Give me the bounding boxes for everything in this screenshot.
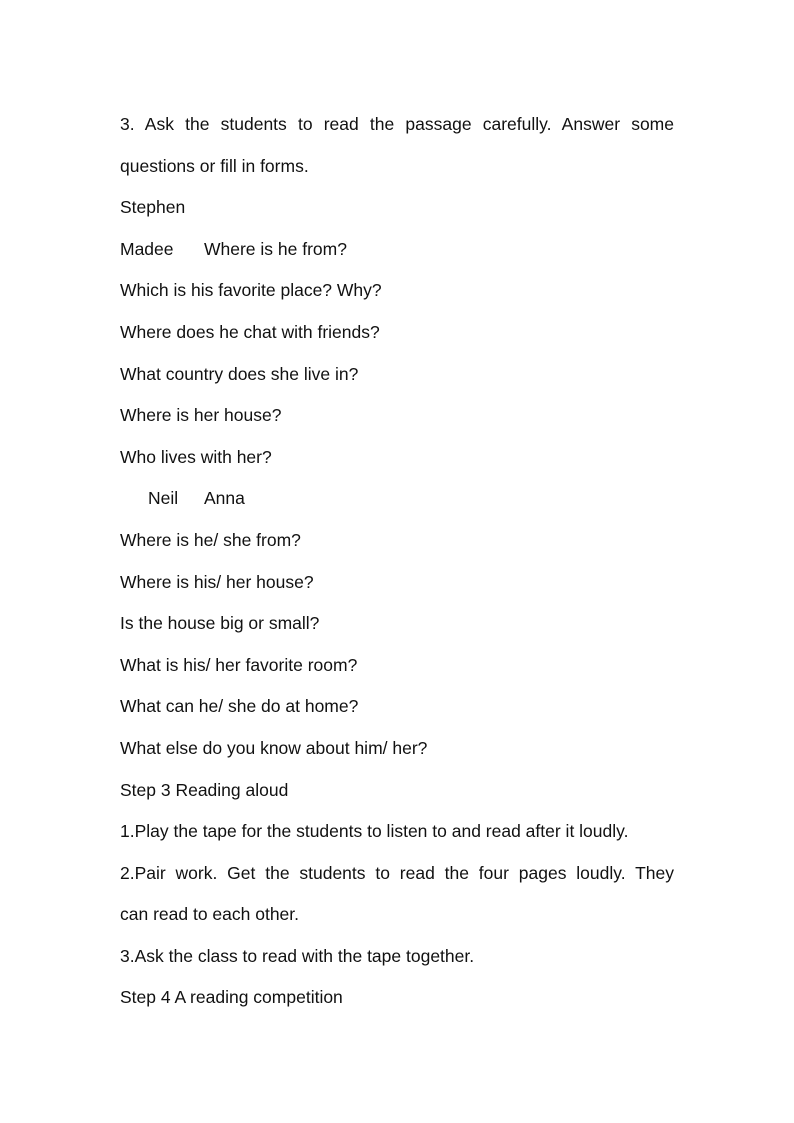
step-item: 1.Play the tape for the students to listen to and read after it loudly. bbox=[120, 821, 629, 842]
step-heading: Step 3 Reading aloud bbox=[120, 779, 289, 800]
neil-anna-row bbox=[120, 478, 674, 520]
instruction-line: 3. Ask the students to read the passage carefully. Answer some bbox=[120, 114, 674, 134]
name-anna: Anna bbox=[204, 488, 245, 509]
step-item-continued: can read to each other. bbox=[120, 904, 300, 925]
document-body bbox=[120, 104, 674, 1019]
step-item: 3.Ask the class to read with the tape together. bbox=[120, 945, 475, 966]
question: Which is his favorite place? Why? bbox=[120, 280, 382, 301]
step-item: 2.Pair work. Get the students to read the four pages loudly. They bbox=[120, 862, 674, 883]
question: Is the house big or small? bbox=[120, 613, 320, 634]
question: What is his/ her favorite room? bbox=[120, 654, 358, 675]
question: What else do you know about him/ her? bbox=[120, 737, 428, 758]
question: Who lives with her? bbox=[120, 446, 272, 467]
question: Where is her house? bbox=[120, 405, 282, 426]
madee-row bbox=[120, 229, 674, 271]
name-stephen: Stephen bbox=[120, 197, 186, 218]
name-madee: Madee bbox=[120, 238, 174, 259]
question: Where is his/ her house? bbox=[120, 571, 314, 592]
name-neil: Neil bbox=[148, 488, 179, 509]
question: What can he/ she do at home? bbox=[120, 696, 359, 717]
question: What country does she live in? bbox=[120, 363, 359, 384]
question: Where is he from? bbox=[204, 238, 347, 259]
step-heading: Step 4 A reading competition bbox=[120, 987, 343, 1008]
question: Where does he chat with friends? bbox=[120, 321, 380, 342]
question: Where is he/ she from? bbox=[120, 529, 301, 550]
instruction-line-continued: questions or fill in forms. bbox=[120, 155, 309, 176]
